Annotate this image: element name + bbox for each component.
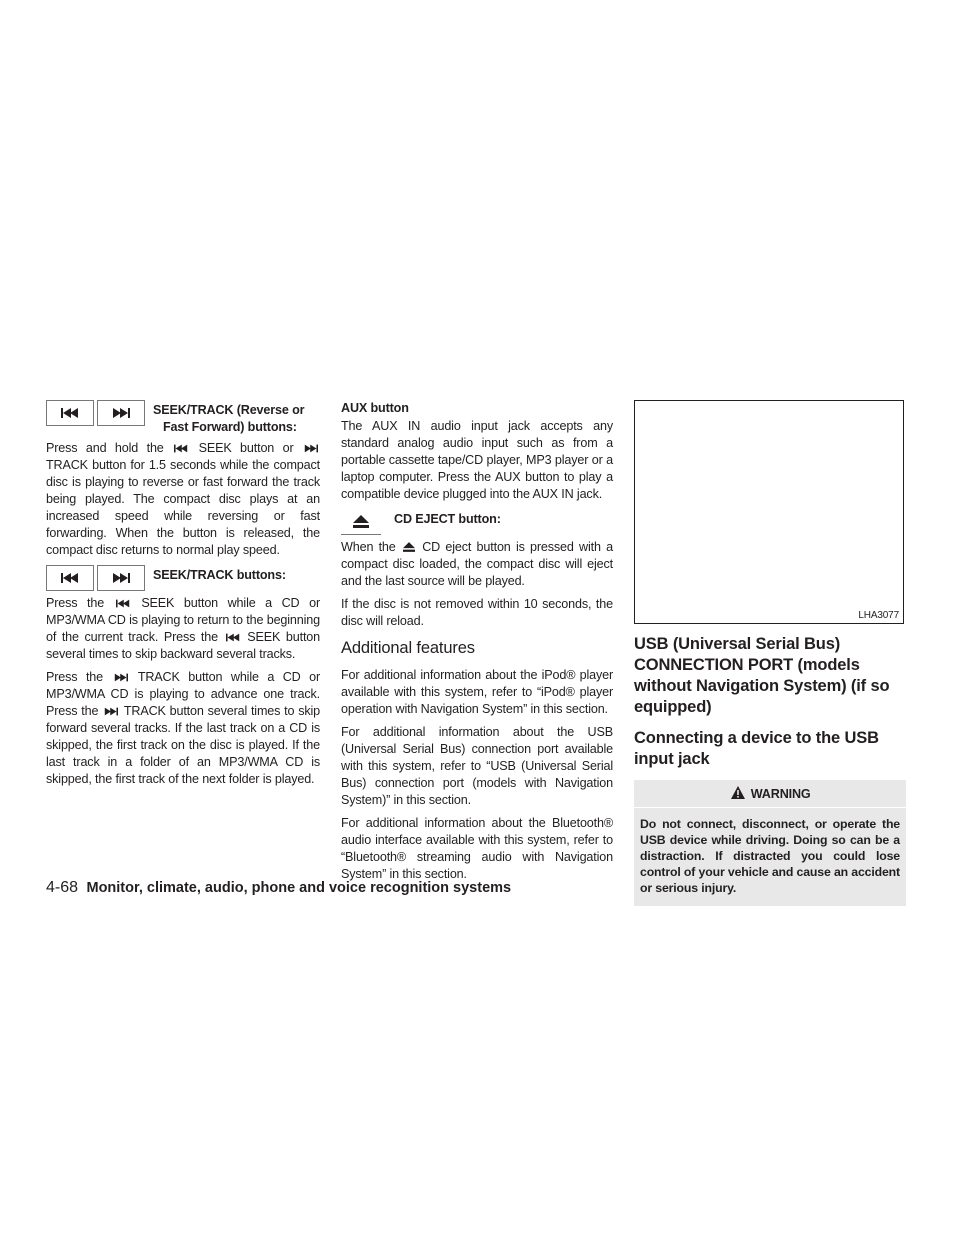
eject-reload-paragraph: If the disc is not removed within 10 seconds, the disc will reload. <box>341 597 613 628</box>
skip-back-icon <box>61 573 79 583</box>
warning-box <box>634 780 906 906</box>
skip-back-icon <box>174 444 188 453</box>
additional-ipod-paragraph: For additional information about the iPod® player available with this system, refer to “iPod® player operation with Navigation System” in this section. <box>341 668 613 716</box>
column-3 <box>634 400 906 906</box>
skip-forward-icon <box>112 573 130 583</box>
paragraph-seek-back: Press the SEEK button while a CD or MP3/WMA CD is playing to return to the beginning of the current track. Press the SEEK button several times to skip backward several tracks. <box>46 596 320 661</box>
aux-button-heading: AUX button <box>341 401 409 415</box>
skip-forward-icon <box>304 444 318 453</box>
cd-eject-heading <box>341 509 613 535</box>
figure-image-placeholder <box>634 400 904 624</box>
eject-button-image <box>341 509 381 535</box>
paragraph-press-and-hold: Press and hold the SEEK button or TRACK button for 1.5 seconds while the compact disc is playing to reverse or fast forward the track being played. The compact disc plays at an increased speed while reversing or fast forwarding. When the button is released, the compact disc returns to normal play speed. <box>46 441 320 557</box>
seek-track-buttons-label: SEEK/TRACK buttons: <box>153 568 286 582</box>
column-1 <box>46 400 320 794</box>
skip-forward-button-image <box>97 565 145 591</box>
warning-icon <box>731 786 745 799</box>
additional-usb-paragraph: For additional information about the USB (Universal Serial Bus) connection port available with this system, refer to “USB (Universal Serial Bus) connection port (models with Navigation System)” in this section. <box>341 725 613 807</box>
skip-back-button-image <box>46 565 94 591</box>
section-title: Monitor, climate, audio, phone and voice recognition systems <box>86 880 512 896</box>
warning-header <box>634 780 906 808</box>
skip-back-icon <box>116 599 130 608</box>
skip-back-button-image <box>46 400 94 426</box>
page-footer <box>46 878 511 898</box>
aux-paragraph: The AUX IN audio input jack accepts any standard analog audio input such as from a portable cassette tape/CD player, MP3 player or a laptop computer. Press the AUX button to play a compatible device plugged into the AUX IN jack. <box>341 419 613 501</box>
skip-forward-button-image <box>97 400 145 426</box>
skip-forward-icon <box>114 673 128 682</box>
seek-track-buttons-heading <box>46 565 320 591</box>
seek-track-reverse-label-line1: SEEK/TRACK (Reverse or <box>153 403 305 417</box>
additional-features-heading: Additional features <box>341 639 475 657</box>
column-2 <box>341 400 613 889</box>
eject-icon <box>353 515 369 528</box>
eject-icon <box>403 542 415 552</box>
connecting-device-heading: Connecting a device to the USB input jack <box>634 729 879 768</box>
cd-eject-label: CD EJECT button: <box>394 512 501 526</box>
figure-code: LHA3077 <box>858 610 899 621</box>
skip-forward-icon <box>112 408 130 418</box>
skip-back-icon <box>226 633 240 642</box>
warning-text: Do not connect, disconnect, or operate the USB device while driving. Doing so can be a distraction. If distracted you could lose control of your vehicle and cause an accident or serious injury. <box>640 817 900 895</box>
skip-forward-icon <box>104 707 118 716</box>
eject-paragraph: When the CD eject button is pressed with a compact disc loaded, the compact disc will eject and the last source will be played. <box>341 540 613 588</box>
additional-bluetooth-paragraph: For additional information about the Bluetooth® audio interface available with this system, refer to “Bluetooth® streaming audio with Navigation System” in this section. <box>341 816 613 881</box>
paragraph-track-forward: Press the TRACK button while a CD or MP3/WMA CD is playing to advance one track. Press the TRACK button several times to skip forward several tracks. If the last track on a CD is skipped, the first track on the disc is played. If the last track in a folder of an MP3/WMA CD is skipped, the first track of the next folder is played. <box>46 670 320 786</box>
page-number: 4-68 <box>46 879 79 896</box>
seek-track-reverse-ff-heading <box>46 400 320 436</box>
skip-back-icon <box>61 408 79 418</box>
seek-track-reverse-label-line2: Fast Forward) buttons: <box>163 420 297 434</box>
usb-connection-port-heading: USB (Universal Serial Bus) CONNECTION PORT (models without Navigation System) (if so equipped) <box>634 635 890 716</box>
warning-title: WARNING <box>750 787 811 801</box>
